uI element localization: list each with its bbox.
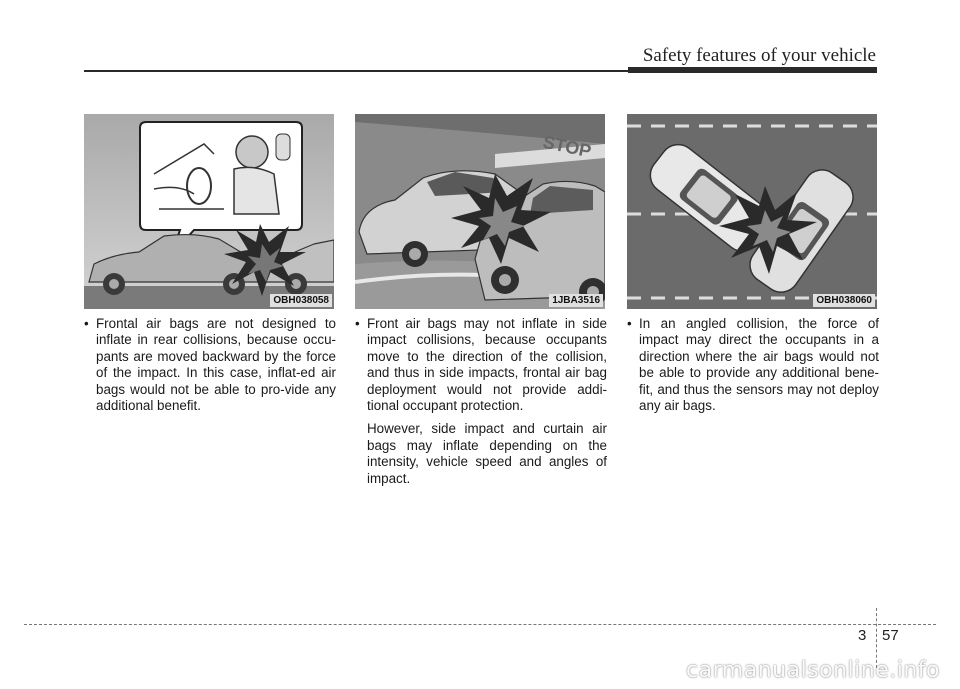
page-number: 57	[882, 627, 899, 644]
bullet-text: Frontal air bags are not designed to inflate in rear collisions, because occu-pants are moved backward by the force of the impact. In this case, inflat-ed air bags would not be able to pro-vide any additional benefit.	[96, 316, 336, 414]
figure-code: OBH038060	[813, 294, 875, 307]
footer-rule	[24, 624, 936, 625]
figure-code: OBH038058	[270, 294, 332, 307]
bullet-symbol: •	[355, 316, 360, 331]
bullet-symbol: •	[627, 316, 632, 331]
bullet-symbol: •	[84, 316, 89, 331]
figure-side-impact	[355, 114, 605, 309]
figure-angled-collision	[627, 114, 877, 309]
rear-collision-illustration	[84, 114, 334, 309]
column-rear-collision	[84, 316, 336, 414]
bullet-text: Front air bags may not inflate in side impact collisions, because occupants move to the direction of the collision, and thus in side impacts, frontal air bag deployment would not provide addi-tional occupant protection.	[367, 316, 607, 414]
road-marking-text: STOP	[541, 131, 593, 162]
figure-rear-collision	[84, 114, 334, 309]
bullet-item	[84, 316, 336, 414]
column-angled-collision	[627, 316, 879, 414]
bullet-item	[355, 316, 607, 414]
chapter-number: 3	[858, 627, 867, 644]
bullet-item	[627, 316, 879, 414]
header-title: Safety features of your vehicle	[642, 45, 876, 66]
column-side-impact	[355, 316, 607, 494]
header-rule-accent	[628, 67, 877, 73]
paragraph: However, side impact and curtain air bags may inflate depending on the intensity, vehicle speed and angles of impact.	[367, 421, 607, 486]
side-impact-illustration	[355, 114, 605, 309]
bullet-text: In an angled collision, the force of impact may direct the occupants in a direction where the air bags would not be able to provide any additional bene-fit, and thus the sensors may not deploy any air bags.	[639, 316, 879, 414]
watermark: carmanualsonline.info	[686, 658, 940, 683]
figure-code: 1JBA3516	[549, 294, 603, 307]
angled-collision-illustration	[627, 114, 877, 309]
